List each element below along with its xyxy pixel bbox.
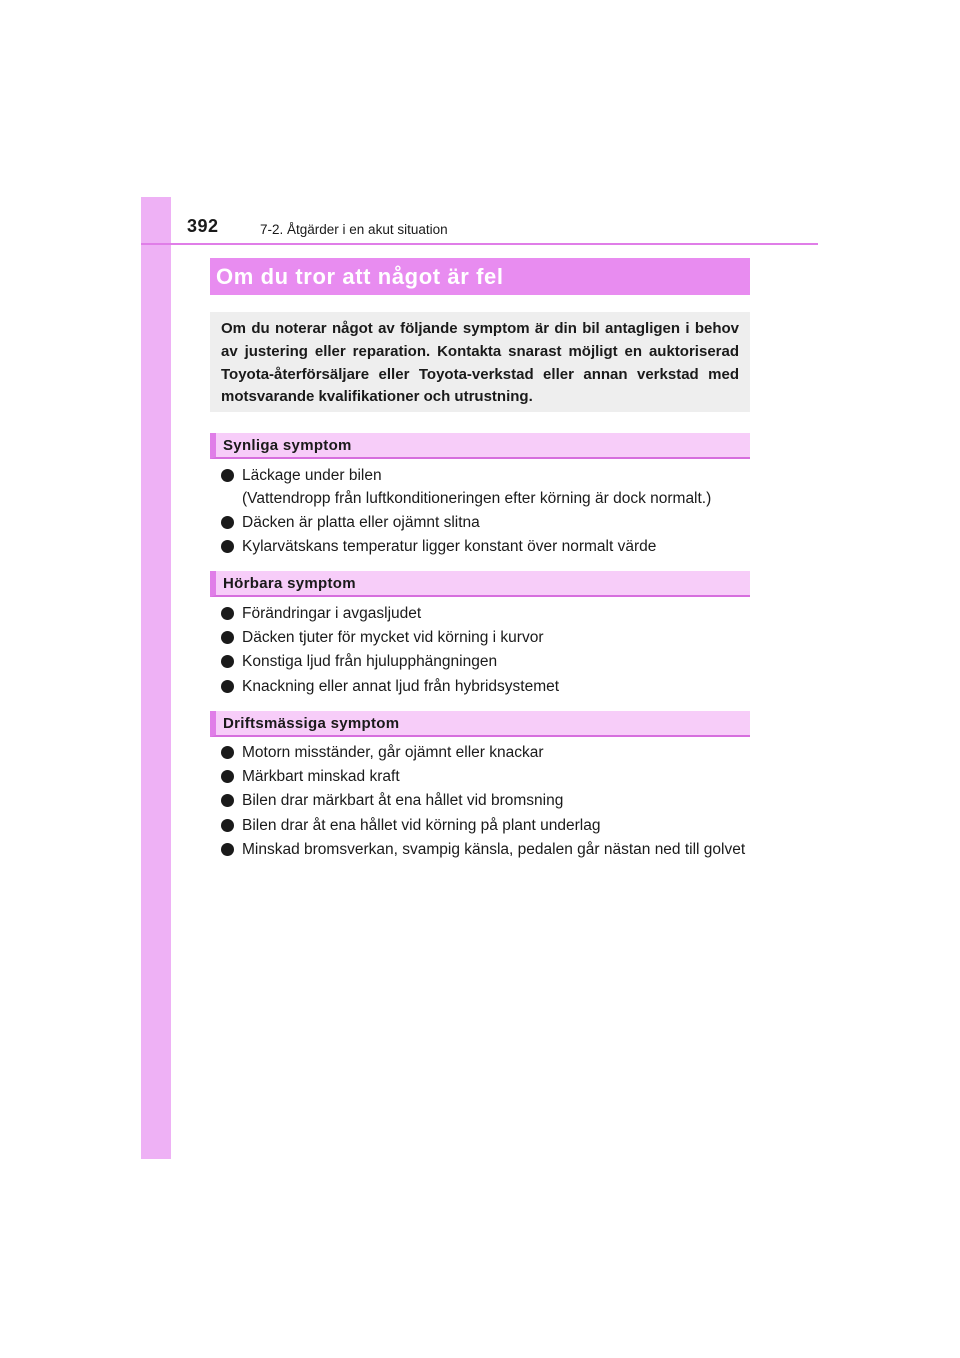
bullet-dot-icon — [221, 794, 234, 807]
list-item-text: Märkbart minskad kraft — [242, 768, 400, 786]
bullet-dot-icon — [221, 680, 234, 693]
list-item — [221, 765, 756, 788]
bullet-dot-icon — [221, 819, 234, 832]
list-item-text: Konstiga ljud från hjulupphängningen — [242, 653, 498, 671]
bullet-dot-icon — [221, 540, 234, 553]
visible-symptoms-list — [221, 464, 756, 560]
bullet-dot-icon — [221, 607, 234, 620]
list-item-text: Minskad bromsverkan, svampig känsla, pedalen går nästan ned till golvet — [242, 840, 746, 858]
list-item — [221, 741, 756, 764]
subheader-audible-symptoms — [210, 571, 750, 597]
list-item — [221, 464, 756, 510]
chapter-title: 7-2. Åtgärder i en akut situation — [260, 222, 448, 237]
subheader-title: Hörbara symptom — [223, 574, 356, 592]
intro-box — [210, 312, 750, 412]
list-item-text: Bilen drar märkbart åt ena hållet vid bromsning — [242, 792, 564, 810]
bullet-dot-icon — [221, 843, 234, 856]
operational-symptoms-list — [221, 741, 756, 862]
section-title-banner — [210, 258, 750, 295]
list-item — [221, 535, 756, 558]
subheader-title: Driftsmässiga symptom — [223, 714, 400, 732]
bullet-dot-icon — [221, 516, 234, 529]
list-item-text: Förändringar i avgasljudet — [242, 605, 422, 622]
list-item — [221, 511, 756, 534]
list-item-text: Däcken är platta eller ojämnt slitna — [242, 514, 480, 532]
list-item — [221, 602, 756, 625]
list-item-text: Däcken tjuter för mycket vid körning i kurvor — [242, 629, 544, 647]
list-item — [221, 650, 756, 673]
list-item-text: Knackning eller annat ljud från hybridsystemet — [242, 677, 560, 695]
list-item — [221, 789, 756, 812]
list-item-text: Kylarvätskans temperatur ligger konstant över normalt värde — [242, 538, 657, 556]
intro-text: Om du noterar något av följande symptom är din bil antagligen i behov av justering eller reparation. Kontakta snarast möjligt en auktoriserad Toyota-återförsäljare eller Toyota-verkstad eller annan verkstad med motsvarande kvalifikationer och utrustning. — [221, 320, 739, 406]
header-divider — [141, 243, 818, 245]
list-item-text: Bilen drar åt ena hållet vid körning på plant underlag — [242, 816, 601, 834]
chapter-side-tab — [141, 197, 171, 1159]
bullet-dot-icon — [221, 655, 234, 668]
audible-symptoms-list — [221, 602, 756, 699]
bullet-dot-icon — [221, 631, 234, 644]
list-item-text: Läckage under bilen — [242, 467, 382, 484]
page-number: 392 — [187, 216, 219, 236]
bullet-dot-icon — [221, 770, 234, 783]
list-item-note: (Vattendropp från luftkonditioneringen efter körning är dock normalt.) — [242, 490, 712, 507]
bullet-dot-icon — [221, 746, 234, 759]
subheader-title: Synliga symptom — [223, 436, 352, 454]
list-item — [221, 838, 756, 861]
list-item-text: Motorn misständer, går ojämnt eller knackar — [242, 744, 544, 761]
list-item — [221, 626, 756, 649]
bullet-dot-icon — [221, 469, 234, 482]
list-item — [221, 814, 756, 837]
list-item — [221, 675, 756, 698]
section-title: Om du tror att något är fel — [216, 263, 504, 289]
subheader-operational-symptoms — [210, 711, 750, 737]
subheader-visible-symptoms — [210, 433, 750, 459]
